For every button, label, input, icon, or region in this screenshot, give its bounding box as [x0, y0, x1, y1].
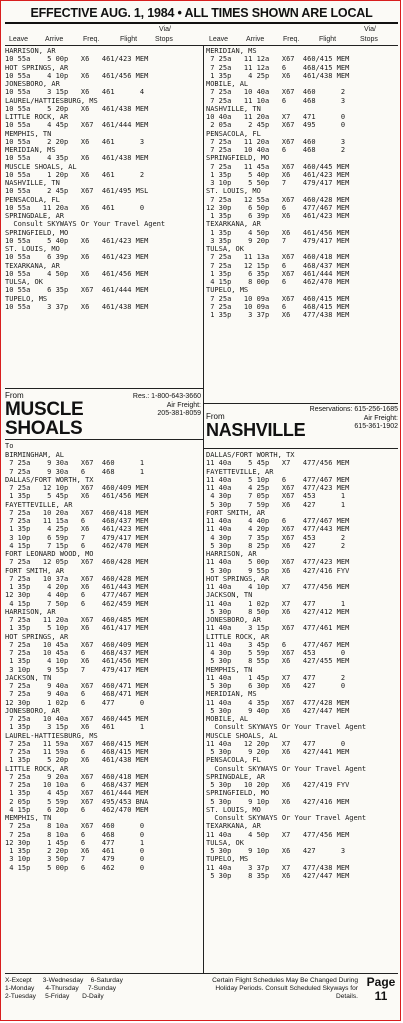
header-via-2: Via/	[364, 26, 376, 33]
header-flight: Flight	[120, 36, 138, 43]
column-header-row	[5, 24, 398, 46]
page-footer	[5, 973, 398, 1018]
nashville-res: Reservations: 615-256-1685	[309, 406, 398, 413]
nashville-title: NASHVILLE	[206, 420, 306, 440]
nashville-header	[206, 406, 398, 454]
muscle-shoals-title-text: MUSCLE SHOALS	[5, 399, 84, 439]
header-arrive: Arrive	[45, 36, 64, 43]
muscle-shoals-rule-2	[5, 439, 203, 440]
column-divider	[203, 45, 204, 973]
page-number-block	[364, 975, 398, 1003]
muscle-shoals-title	[5, 400, 85, 438]
holiday-note: Certain Flight Schedules May Be Changed During Holiday Periods. Consult Scheduled Skyways for Details.	[212, 977, 358, 1001]
nashville-rule	[204, 403, 398, 404]
muscle-shoals-res: Res.: 1-800-643-3660	[132, 393, 201, 400]
header-leave: Leave	[9, 36, 29, 43]
header-via: Via/	[159, 26, 171, 33]
muscle-shoals-header	[5, 391, 201, 439]
nashville-freight-label: Air Freight:	[363, 414, 398, 422]
muscle-shoals-rule	[5, 388, 203, 389]
frequency-legend: X-Except 3-Wednesday 6-Saturday 1-Monday 4-Thursday 7-Sunday 2-Tuesday 5-Friday D-Daily	[5, 977, 123, 1001]
muscle-shoals-freight: 205-381-8059	[157, 410, 201, 418]
top-right-schedule: MERIDIAN, MS 7 25a 11 12a X67 460/415 MEM 7 25a 11 12a 6 468/415 MEM 1 35p 4 25p X6 461/438 MEM MOBILE, AL 7 25a 10 40a X67 460 2 7 25a 11 10a 6 468 3 NASHVILLE, TN 10 40a 11 20a X7 471 0 2 05a 2 45p X67 495 0 PENSACOLA, FL 7 25a 11 20a X67 460 3 7 25a 10 40a 6 468 2 SPRINGFIELD, MO 7 25a 11 45a X67 460/445 MEM 1 35p 5 40p X6 461/423 MEM 3 10p 5 50p 7 479/417 MEM ST. LOUIS, MO 7 25a 12 55a X67 460/428 MEM 12 30p 6 50p 6 477/467 MEM 1 35p 6 39p X6 461/423 MEM TEXARKANA, AR 1 35p 4 50p X6 461/456 MEM 3 35p 9 20p 7 479/417 MEM TULSA, OK 7 25a 11 13a X67 460/418 MEM 7 25a 12 15p 6 468/437 MEM 1 35p 6 35p X67 461/444 MEM 4 15p 8 00p 6 462/470 MEM TUPELO, MS 7 25a 10 09a X67 460/415 MEM 7 25a 10 09a 6 468/415 MEM 1 35p 3 37p X6 477/438 MEM	[206, 47, 350, 319]
nashville-rule-2	[204, 448, 398, 449]
header-stops: Stops	[155, 36, 173, 43]
page-label: Page	[366, 975, 396, 989]
header-flight-2: Flight	[319, 36, 337, 43]
muscle-shoals-to-label: To	[5, 442, 14, 450]
top-left-schedule: HARRISON, AR 10 55a 5 00p X6 461/423 MEM HOT SPRINGS, AR 10 55a 4 10p X6 461/456 MEM JONESBORO, AR 10 55a 3 15p X6 461 4 LAUREL/HATTIESBURG, MS 10 55a 5 20p X6 461/438 MEM LITTLE ROCK, AR 10 55a 4 45p X67 461/444 MEM MEMPHIS, TN 10 55a 2 20p X6 461 3 MERIDIAN, MS 10 55a 4 35p X6 461/438 MEM MUSCLE SHOALS, AL 10 55a 1 20p X6 461 2 NASHVILLE, TN 10 55a 2 45p X67 461/495 MSL PENSACOLA, FL 10 55a 11 20a X6 461 0 SPRINGDALE, AR Consult SKYWAYS Or Your Travel Agent SPRINGFIELD, MO 10 55a 5 40p X6 461/423 MEM ST. LOUIS, MO 10 55a 6 39p X6 461/423 MEM TEXARKANA, AR 10 55a 4 50p X6 461/456 MEM TULSA, OK 10 55a 6 35p X67 461/444 MEM TUPELO, MS 10 55a 3 37p X6 461/438 MEM	[5, 47, 166, 311]
nashville-schedule: DALLAS/FORT WORTH, TX 11 40a 5 45p X7 477/456 MEM FAYETTEVILLE, AR 11 40a 5 10p 6 477/467 MEM 11 40a 4 25p X67 477/423 MEM 4 30p 7 05p X67 453 1 5 30p 7 59p X6 427 1 FORT SMITH, AR 11 40a 4 40p 6 477/467 MEM 11 40a 4 20p X67 477/443 MEM 4 30p 7 35p X67 453 2 5 30p 8 25p X6 427 2 HARRISON, AR 11 40a 5 00p X67 477/423 MEM 5 30p 9 55p X6 427/416 FYV HOT SPRINGS, AR 11 40a 4 10p X7 477/456 MEM JACKSON, TN 11 40a 1 02p X7 477 1 5 30p 8 50p X6 427/412 MEM JONESBORO, AR 11 40a 3 15p X67 477/461 MEM LITTLE ROCK, AR 11 40a 3 45p 6 477/467 MEM 4 30p 5 59p X67 453 0 5 30p 8 55p X6 427/455 MEM MEMPHIS, TN 11 40a 1 45p X7 477 2 5 30p 6 30p X6 427 0 MERIDIAN, MS 11 40a 4 35p X67 477/428 MEM 5 30p 9 40p X6 427/447 MEM MOBILE, AL Consult SKYWAYS Or Your Travel Agent MUSCLE SHOALS, AL 11 40a 12 20p X7 477 0 5 30p 9 20p X6 427/441 MEM PENSACOLA, FL Consult SKYWAYS Or Your Travel Agent SPRINGDALE, AR 5 30p 10 20p X6 427/419 FYV SPRINGFIELD, MO 5 30p 9 10p X6 427/416 MEM ST. LOUIS, MO Consult SKYWAYS Or Your Travel Agent TEXARKANA, AR 11 40a 4 50p X7 477/456 MEM TULSA, OK 5 30p 9 10p X6 427 3 TUPELO, MS 11 40a 3 37p X7 477/438 MEM 5 30p 8 35p X6 427/447 MEM	[206, 451, 367, 880]
muscle-shoals-freight-label: Air Freight:	[166, 401, 201, 409]
muscle-shoals-schedule: BIRMINGHAM, AL 7 25a 9 30a X67 460 1 7 25a 9 30a 6 468 1 DALLAS/FORT WORTH, TX 7 25a 12 10p X67 460/409 MEM 1 35p 5 45p X6 461/456 MEM FAYETTEVILLE, AR 7 25a 10 20a X67 460/418 MEM 7 25a 11 15a 6 468/437 MEM 1 35p 4 25p X6 461/423 MEM 3 10p 6 59p 7 479/417 MEM 4 15p 7 15p 6 462/470 MEM FORT LEONARD WOOD, MO 7 25a 12 05p X67 460/428 MEM FORT SMITH, AR 7 25a 10 37a X67 460/428 MEM 1 35p 4 20p X6 461/443 MEM 12 30p 4 40p 6 477/467 MEM 4 15p 7 50p 6 462/459 MEM HARRISON, AR 7 25a 11 20a X67 460/485 MEM 1 35p 5 10p X6 461/417 MEM HOT SPRINGS, AR 7 25a 10 45a X67 460/409 MEM 7 25a 10 45a 6 468/437 MEM 1 35p 4 10p X6 461/456 MEM 3 10p 9 55p 7 479/417 MEM JACKSON, TN 7 25a 9 40a X67 460/471 MEM 7 25a 9 40a 6 468/471 MEM 12 30p 1 02p 6 477 0 JONESBORO, AR 7 25a 10 40a X67 460/445 MEM 1 35p 3 15p X6 461 1 LAUREL-HATTIESBURG, MS 7 25a 11 59a X67 460/415 MEM 7 25a 11 59a 6 468/415 MEM 1 35p 5 20p X6 461/438 MEM LITTLE ROCK, AR 7 25a 9 20a X67 460/418 MEM 7 25a 10 10a 6 468/437 MEM 1 35p 4 45p X67 461/444 MEM 2 05p 5 59p X67 495/453 BNA 4 15p 6 20p 6 462/470 MEM MEMPHIS, TN 7 25a 8 10a X67 460 0 7 25a 8 10a 6 468 0 12 30p 1 45p 6 477 1 1 35p 2 20p X6 461 0 3 10p 3 50p 7 479 0 4 15p 5 00p 6 462 0	[5, 451, 149, 872]
nashville-freight: 615-361-1902	[354, 423, 398, 431]
muscle-shoals-contact	[133, 393, 201, 419]
nashville-from-label: From	[206, 412, 225, 421]
header-freq: Freq.	[83, 36, 100, 43]
effective-date-banner: EFFECTIVE AUG. 1, 1984 • ALL TIMES SHOWN ARE LOCAL	[5, 5, 398, 24]
header-arrive-2: Arrive	[246, 36, 265, 43]
header-stops-2: Stops	[360, 36, 378, 43]
timetable-page	[5, 5, 398, 1018]
nashville-contact	[310, 406, 398, 432]
muscle-shoals-from-label: From	[5, 391, 24, 400]
header-leave-2: Leave	[209, 36, 229, 43]
header-freq-2: Freq.	[283, 36, 300, 43]
page-number: 11	[374, 989, 388, 1003]
